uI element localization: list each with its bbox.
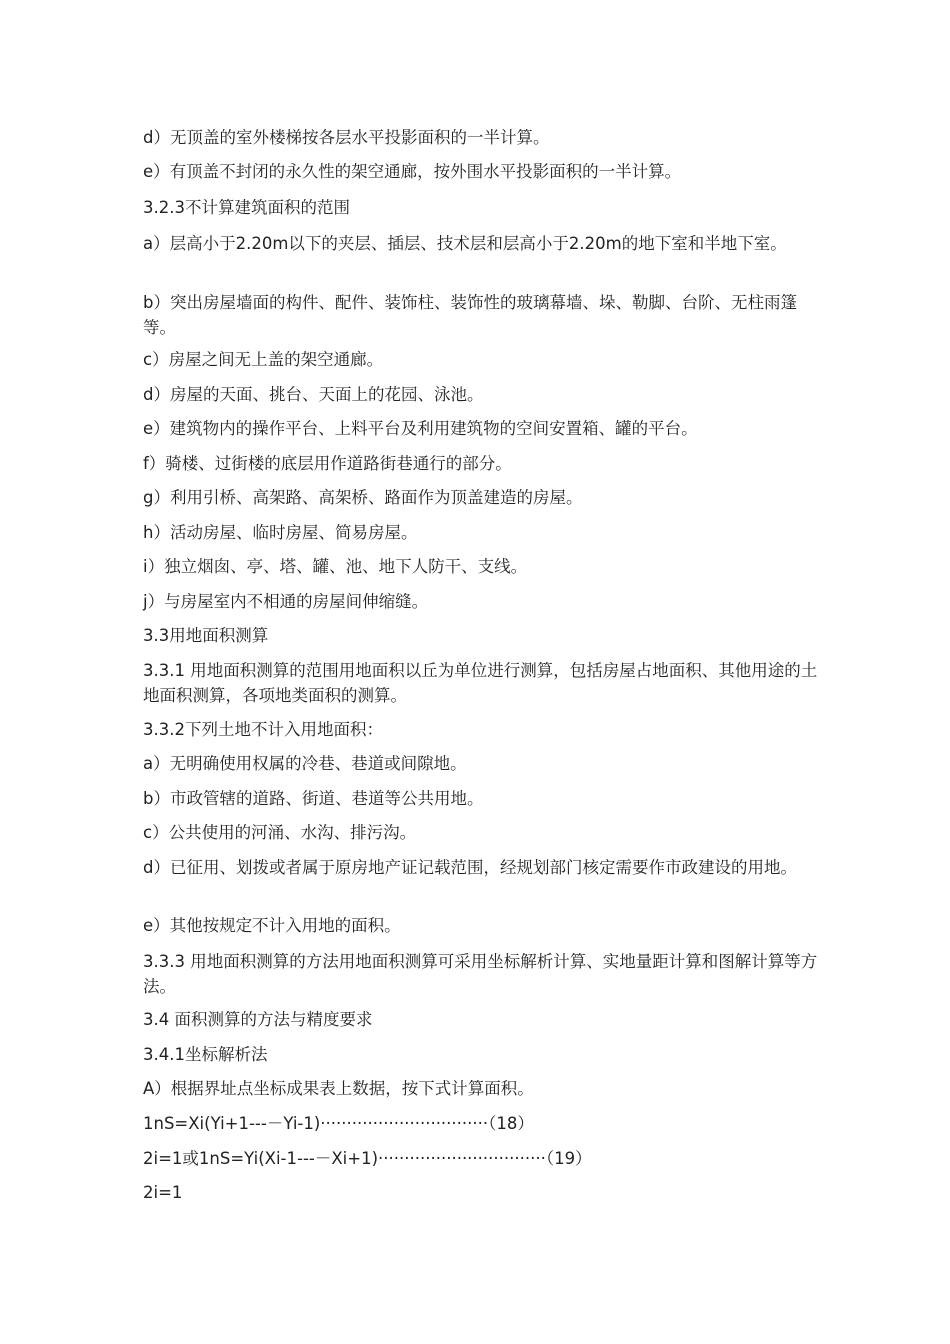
section-heading: 3.3用地面积测算 xyxy=(143,626,269,645)
paragraph: 3.3.1 用地面积测算的范围用地面积以丘为单位进行测算，包括房屋占地面积、其他用途的土地面积测算，各项地类面积的测算。 xyxy=(143,661,818,705)
paragraph: c）公共使用的河涌、水沟、排污沟。 xyxy=(143,823,417,842)
paragraph: 3.3.3 用地面积测算的方法用地面积测算可采用坐标解析计算、实地量距计算和图解计算等方法。 xyxy=(143,952,818,996)
paragraph: c）房屋之间无上盖的架空通廊。 xyxy=(143,350,384,369)
paragraph: A）根据界址点坐标成果表上数据，按下式计算面积。 xyxy=(143,1079,534,1098)
paragraph: f）骑楼、过街楼的底层用作道路街巷通行的部分。 xyxy=(143,454,512,473)
section-heading: 3.4 面积测算的方法与精度要求 xyxy=(143,1010,373,1029)
paragraph: d）已征用、划拨或者属于原房地产证记载范围，经规划部门核定需要作市政建设的用地。 xyxy=(143,858,797,877)
paragraph: b）突出房屋墙面的构件、配件、装饰柱、装饰性的玻璃幕墙、垛、勒脚、台阶、无柱雨篷等。 xyxy=(143,293,797,337)
paragraph: a）层高小于2.20m以下的夹层、插层、技术层和层高小于2.20m的地下室和半地下室。 xyxy=(143,234,787,253)
paragraph: i）独立烟囱、亭、塔、罐、池、地下人防干、支线。 xyxy=(143,557,528,576)
paragraph: a）无明确使用权属的冷巷、巷道或间隙地。 xyxy=(143,754,467,773)
paragraph: g）利用引桥、高架路、高架桥、路面作为顶盖建造的房屋。 xyxy=(143,488,583,507)
section-heading: 3.3.2下列土地不计入用地面积： xyxy=(143,720,383,739)
paragraph: j）与房屋室内不相通的房屋间伸缩缝。 xyxy=(143,592,429,611)
paragraph: e）其他按规定不计入用地的面积。 xyxy=(143,916,401,935)
paragraph: d）无顶盖的室外楼梯按各层水平投影面积的一半计算。 xyxy=(143,128,550,147)
section-heading: 3.2.3不计算建筑面积的范围 xyxy=(143,198,350,217)
paragraph: h）活动房屋、临时房屋、简易房屋。 xyxy=(143,523,418,542)
paragraph: b）市政管辖的道路、街道、巷道等公共用地。 xyxy=(143,789,484,808)
paragraph: e）有顶盖不封闭的永久性的架空通廊，按外围水平投影面积的一半计算。 xyxy=(143,162,682,181)
paragraph: e）建筑物内的操作平台、上料平台及利用建筑物的空间安置箱、罐的平台。 xyxy=(143,419,698,438)
formula: 2i=1 xyxy=(143,1183,183,1202)
formula: 2i=1或1nS=Yi(Xi-1---－Xi+1)································（19） xyxy=(143,1149,592,1168)
formula: 1nS=Xi(Yi+1---－Yi-1)································（18） xyxy=(143,1114,534,1133)
section-heading: 3.4.1坐标解析法 xyxy=(143,1045,268,1064)
paragraph: d）房屋的天面、挑台、天面上的花园、泳池。 xyxy=(143,385,484,404)
